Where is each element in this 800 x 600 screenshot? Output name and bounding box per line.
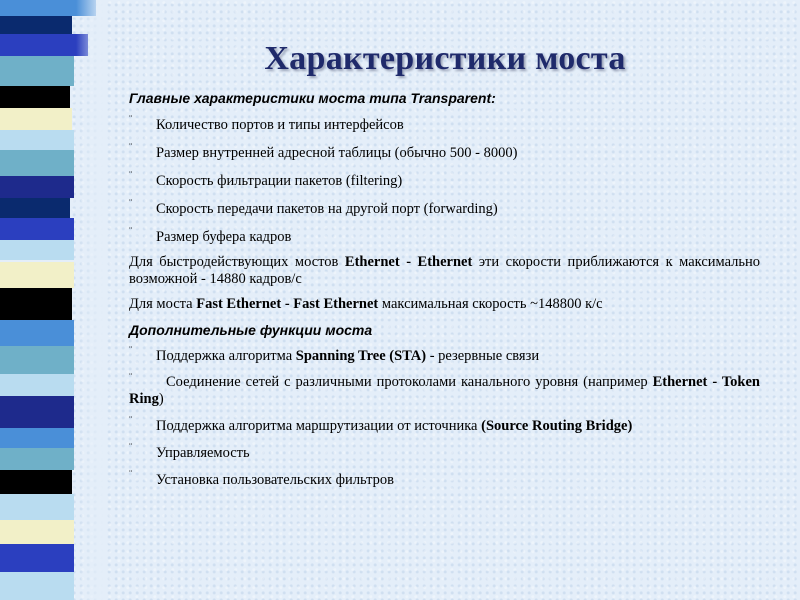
bullet-icon: ¨ [129,415,133,426]
paragraph-dash: - [284,296,290,312]
bullet-icon: ¨ [129,198,133,209]
stripe-segment [0,544,74,572]
paragraph-text: максимальная скорость ~148800 к/с [381,296,603,312]
slide-title: Характеристики моста [264,40,626,77]
stripe-segment [0,34,88,56]
stripe-segment [0,86,70,108]
list-item-text: Поддержка алгоритма [156,348,293,364]
stripe-segment [0,396,74,428]
list-item [129,417,760,435]
slide-body [129,89,760,489]
list-item-text: Соединение сетей с различными протоколами канального уровня (например [166,374,648,390]
stripe-segment [0,198,70,218]
stripe-fade [76,0,104,600]
list-item-text: Установка пользовательских фильтров [156,472,394,488]
stripe-segment [0,108,72,130]
stripe-segment [0,572,74,600]
paragraph-text: Для моста [129,296,193,312]
stripe-segment [0,448,74,470]
list-item [129,228,760,246]
list-item [129,347,760,365]
section-heading-main: Главные характеристики моста типа Transparent: [129,90,496,106]
paragraph-term: Ethernet [417,254,473,270]
stripe-segment [0,288,72,320]
stripe-segment [0,374,74,396]
list-item-term: (Source Routing Bridge) [481,418,633,434]
bullet-icon: ¨ [129,226,133,237]
list-item [129,444,760,462]
list-item [129,200,760,218]
stripe-segment [0,240,74,260]
list-item-term: Spanning Tree (STA) [295,348,427,364]
stripe-segment [0,320,74,346]
list-item-term: Ethernet - Token Ring [129,374,760,407]
section-heading-additional: Дополнительные функции моста [129,322,373,338]
bullet-icon: ¨ [129,170,133,181]
paragraph-text: эти скорости приближаются к максимально возможной - 14880 кадров/с [129,254,761,287]
stripe-segment [0,218,74,240]
stripe-segment [0,262,74,288]
list-item-text: Количество портов и типы интерфейсов [156,117,404,133]
list-item-text: Размер внутренней адресной таблицы (обычно 500 - 8000) [156,145,518,161]
list-item [129,116,760,134]
list-item [129,172,760,190]
paragraph-term: Fast Ethernet [293,296,379,312]
list-item-text: Размер буфера кадров [156,229,292,245]
bullet-icon: ¨ [129,142,133,153]
paragraph-term: Ethernet [344,254,400,270]
list-item-text: Поддержка алгоритма маршрутизации от источника [156,418,478,434]
stripe-segment [0,56,74,86]
paragraph-dash: - [406,254,412,270]
list-item-text: ) [158,391,164,407]
bullet-icon: ¨ [129,469,133,480]
stripe-segment [0,346,74,374]
list-item-text: - резервные связи [429,348,540,364]
stripe-segment [0,520,74,544]
stripe-segment [0,470,72,494]
list-item-text: Управляемость [156,445,250,461]
bullet-icon: ¨ [129,345,133,356]
list-item-text: Скорость передачи пакетов на другой порт (forwarding) [156,201,498,217]
paragraph-fast-ethernet [129,296,760,313]
stripe-segment [0,16,72,34]
bullet-icon: ¨ [129,114,133,125]
stripe-segment [0,494,74,520]
stripe-segment [0,176,74,198]
list-item [129,144,760,162]
bullet-icon: ¨ [129,442,133,453]
stripe-segment [0,150,74,176]
paragraph-text: Для быстродействующих мостов [129,254,339,270]
list-item-text: Скорость фильтрации пакетов (filtering) [156,173,403,189]
list-item [129,374,760,408]
bullet-icon: ¨ [129,372,133,383]
stripe-segment [0,130,74,150]
list-item [129,471,760,489]
paragraph-term: Fast Ethernet [196,296,282,312]
stripe-segment [0,428,74,448]
paragraph-ethernet [129,254,760,288]
